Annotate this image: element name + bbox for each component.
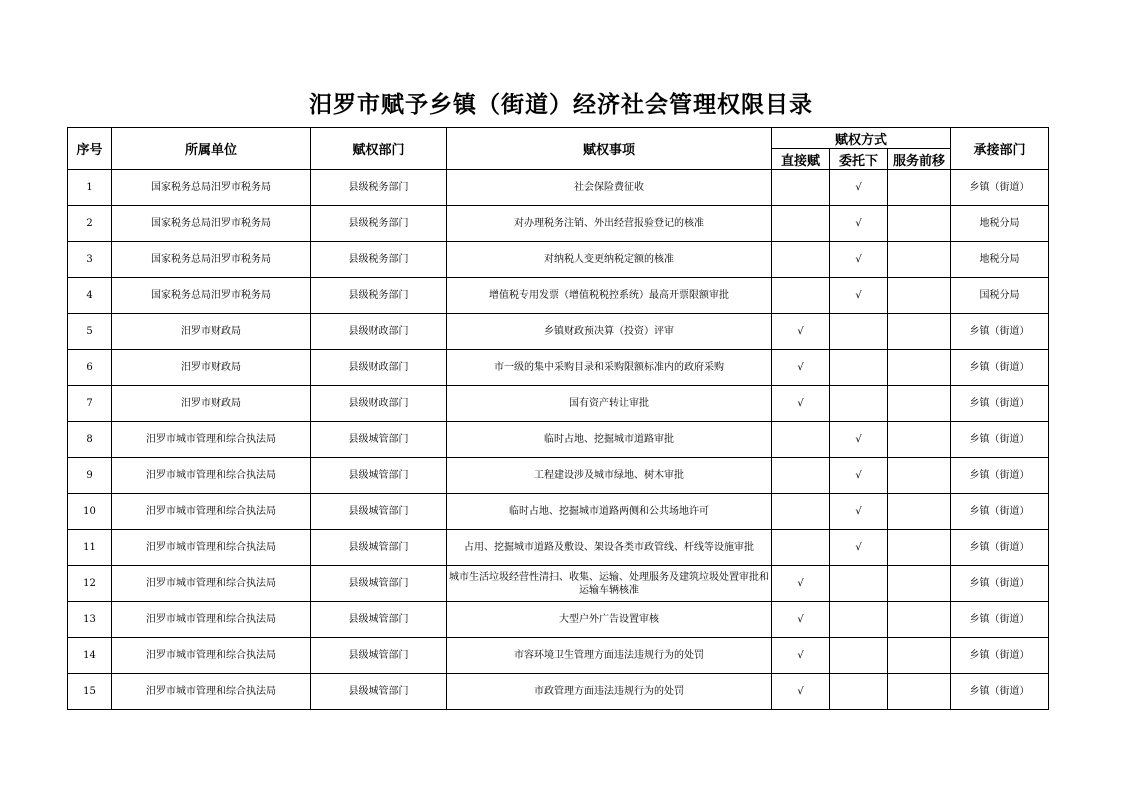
header-service: 服务前移 xyxy=(888,149,951,170)
table-row xyxy=(68,278,1049,314)
table-row xyxy=(68,638,1049,674)
service-cell xyxy=(888,638,951,674)
service-cell xyxy=(888,314,951,350)
entrust-cell xyxy=(830,314,888,350)
service-cell xyxy=(888,422,951,458)
receiver-cell: 乡镇（街道） xyxy=(951,314,1049,350)
seq-cell: 9 xyxy=(68,458,112,494)
receiver-cell: 乡镇（街道） xyxy=(951,638,1049,674)
entrust-cell: √ xyxy=(830,242,888,278)
seq-cell: 13 xyxy=(68,602,112,638)
table-row xyxy=(68,350,1049,386)
dept-cell: 县级财政部门 xyxy=(311,350,447,386)
direct-cell xyxy=(772,530,830,566)
dept-cell: 县级城管部门 xyxy=(311,494,447,530)
dept-cell: 县级财政部门 xyxy=(311,314,447,350)
unit-cell: 国家税务总局汨罗市税务局 xyxy=(112,206,311,242)
table-row xyxy=(68,458,1049,494)
seq-cell: 11 xyxy=(68,530,112,566)
item-cell: 市容环境卫生管理方面违法违规行为的处罚 xyxy=(447,638,772,674)
seq-cell: 14 xyxy=(68,638,112,674)
header-receiver: 承接部门 xyxy=(951,128,1049,170)
item-cell: 国有资产转让审批 xyxy=(447,386,772,422)
seq-cell: 3 xyxy=(68,242,112,278)
table-row xyxy=(68,314,1049,350)
service-cell xyxy=(888,458,951,494)
service-cell xyxy=(888,278,951,314)
unit-cell: 国家税务总局汨罗市税务局 xyxy=(112,170,311,206)
entrust-cell xyxy=(830,602,888,638)
unit-cell: 汨罗市城市管理和综合执法局 xyxy=(112,458,311,494)
item-cell: 工程建设涉及城市绿地、树木审批 xyxy=(447,458,772,494)
seq-cell: 1 xyxy=(68,170,112,206)
dept-cell: 县级城管部门 xyxy=(311,638,447,674)
service-cell xyxy=(888,350,951,386)
item-cell: 占用、挖掘城市道路及敷设、架设各类市政管线、杆线等设施审批 xyxy=(447,530,772,566)
direct-cell xyxy=(772,206,830,242)
service-cell xyxy=(888,242,951,278)
item-cell: 对办理税务注销、外出经营报验登记的核准 xyxy=(447,206,772,242)
direct-cell xyxy=(772,422,830,458)
receiver-cell: 乡镇（街道） xyxy=(951,170,1049,206)
unit-cell: 汨罗市城市管理和综合执法局 xyxy=(112,602,311,638)
receiver-cell: 乡镇（街道） xyxy=(951,350,1049,386)
header-dept: 赋权部门 xyxy=(311,128,447,170)
seq-cell: 7 xyxy=(68,386,112,422)
seq-cell: 6 xyxy=(68,350,112,386)
direct-cell: √ xyxy=(772,350,830,386)
service-cell xyxy=(888,566,951,602)
unit-cell: 国家税务总局汨罗市税务局 xyxy=(112,278,311,314)
dept-cell: 县级城管部门 xyxy=(311,602,447,638)
entrust-cell: √ xyxy=(830,458,888,494)
entrust-cell: √ xyxy=(830,278,888,314)
direct-cell: √ xyxy=(772,602,830,638)
seq-cell: 8 xyxy=(68,422,112,458)
receiver-cell: 乡镇（街道） xyxy=(951,458,1049,494)
receiver-cell: 乡镇（街道） xyxy=(951,674,1049,710)
direct-cell xyxy=(772,278,830,314)
direct-cell: √ xyxy=(772,674,830,710)
table-row xyxy=(68,422,1049,458)
table-row xyxy=(68,494,1049,530)
item-cell: 社会保险费征收 xyxy=(447,170,772,206)
entrust-cell xyxy=(830,674,888,710)
receiver-cell: 乡镇（街道） xyxy=(951,422,1049,458)
direct-cell xyxy=(772,170,830,206)
item-cell: 市一级的集中采购目录和采购限额标准内的政府采购 xyxy=(447,350,772,386)
table-row xyxy=(68,386,1049,422)
header-item: 赋权事项 xyxy=(447,128,772,170)
header-row-1 xyxy=(68,128,1049,149)
receiver-cell: 乡镇（街道） xyxy=(951,386,1049,422)
item-cell: 临时占地、挖掘城市道路两侧和公共场地许可 xyxy=(447,494,772,530)
receiver-cell: 地税分局 xyxy=(951,242,1049,278)
dept-cell: 县级城管部门 xyxy=(311,566,447,602)
receiver-cell: 地税分局 xyxy=(951,206,1049,242)
entrust-cell: √ xyxy=(830,530,888,566)
item-cell: 市政管理方面违法违规行为的处罚 xyxy=(447,674,772,710)
table-body xyxy=(68,170,1049,710)
unit-cell: 汨罗市城市管理和综合执法局 xyxy=(112,566,311,602)
entrust-cell xyxy=(830,350,888,386)
entrust-cell: √ xyxy=(830,422,888,458)
direct-cell xyxy=(772,458,830,494)
authority-table xyxy=(67,127,1049,710)
table-row xyxy=(68,206,1049,242)
table-row xyxy=(68,170,1049,206)
direct-cell: √ xyxy=(772,638,830,674)
item-cell: 增值税专用发票（增值税税控系统）最高开票限额审批 xyxy=(447,278,772,314)
header-method: 赋权方式 xyxy=(772,128,951,149)
unit-cell: 汨罗市财政局 xyxy=(112,350,311,386)
direct-cell: √ xyxy=(772,386,830,422)
service-cell xyxy=(888,530,951,566)
header-entrust: 委托下 xyxy=(830,149,888,170)
dept-cell: 县级税务部门 xyxy=(311,170,447,206)
unit-cell: 汨罗市财政局 xyxy=(112,386,311,422)
dept-cell: 县级税务部门 xyxy=(311,206,447,242)
entrust-cell xyxy=(830,638,888,674)
item-cell: 城市生活垃圾经营性清扫、收集、运输、处理服务及建筑垃圾处置审批和运输车辆核准 xyxy=(447,566,772,602)
entrust-cell xyxy=(830,566,888,602)
dept-cell: 县级税务部门 xyxy=(311,278,447,314)
header-unit: 所属单位 xyxy=(112,128,311,170)
direct-cell xyxy=(772,494,830,530)
service-cell xyxy=(888,170,951,206)
dept-cell: 县级城管部门 xyxy=(311,530,447,566)
seq-cell: 10 xyxy=(68,494,112,530)
dept-cell: 县级财政部门 xyxy=(311,386,447,422)
direct-cell: √ xyxy=(772,566,830,602)
seq-cell: 5 xyxy=(68,314,112,350)
unit-cell: 汨罗市城市管理和综合执法局 xyxy=(112,530,311,566)
service-cell xyxy=(888,674,951,710)
seq-cell: 12 xyxy=(68,566,112,602)
table-row xyxy=(68,602,1049,638)
item-cell: 对纳税人变更纳税定额的核准 xyxy=(447,242,772,278)
table-row xyxy=(68,674,1049,710)
header-seq: 序号 xyxy=(68,128,112,170)
service-cell xyxy=(888,494,951,530)
seq-cell: 15 xyxy=(68,674,112,710)
unit-cell: 汨罗市城市管理和综合执法局 xyxy=(112,674,311,710)
receiver-cell: 乡镇（街道） xyxy=(951,530,1049,566)
entrust-cell: √ xyxy=(830,206,888,242)
page-title: 汨罗市赋予乡镇（街道）经济社会管理权限目录 xyxy=(309,92,813,118)
entrust-cell: √ xyxy=(830,170,888,206)
dept-cell: 县级城管部门 xyxy=(311,674,447,710)
unit-cell: 汨罗市城市管理和综合执法局 xyxy=(112,494,311,530)
receiver-cell: 国税分局 xyxy=(951,278,1049,314)
service-cell xyxy=(888,206,951,242)
seq-cell: 4 xyxy=(68,278,112,314)
table-row xyxy=(68,242,1049,278)
unit-cell: 汨罗市城市管理和综合执法局 xyxy=(112,422,311,458)
entrust-cell: √ xyxy=(830,494,888,530)
receiver-cell: 乡镇（街道） xyxy=(951,494,1049,530)
unit-cell: 汨罗市城市管理和综合执法局 xyxy=(112,638,311,674)
item-cell: 大型户外广告设置审核 xyxy=(447,602,772,638)
item-cell: 乡镇财政预决算（投资）评审 xyxy=(447,314,772,350)
seq-cell: 2 xyxy=(68,206,112,242)
table-row xyxy=(68,566,1049,602)
service-cell xyxy=(888,386,951,422)
header-direct: 直接赋 xyxy=(772,149,830,170)
table-row xyxy=(68,530,1049,566)
dept-cell: 县级城管部门 xyxy=(311,422,447,458)
unit-cell: 国家税务总局汨罗市税务局 xyxy=(112,242,311,278)
receiver-cell: 乡镇（街道） xyxy=(951,566,1049,602)
item-cell: 临时占地、挖掘城市道路审批 xyxy=(447,422,772,458)
receiver-cell: 乡镇（街道） xyxy=(951,602,1049,638)
service-cell xyxy=(888,602,951,638)
unit-cell: 汨罗市财政局 xyxy=(112,314,311,350)
direct-cell: √ xyxy=(772,314,830,350)
dept-cell: 县级税务部门 xyxy=(311,242,447,278)
entrust-cell xyxy=(830,386,888,422)
dept-cell: 县级城管部门 xyxy=(311,458,447,494)
direct-cell xyxy=(772,242,830,278)
